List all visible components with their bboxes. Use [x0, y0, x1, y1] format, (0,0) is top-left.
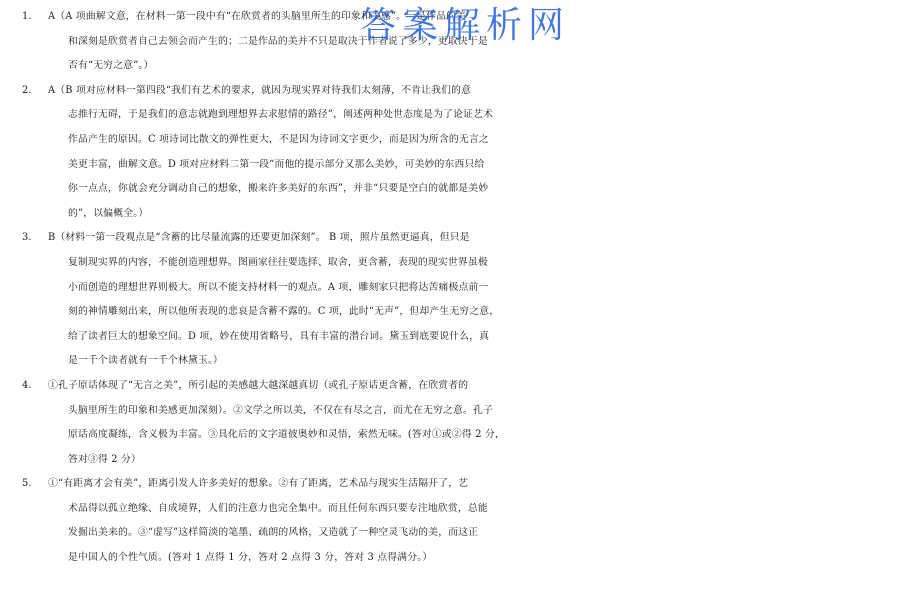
answer-line — [0, 472, 903, 497]
answer-line — [0, 497, 903, 522]
answer-item — [0, 374, 903, 472]
answer-line — [0, 399, 903, 424]
answer-number: 4. — [22, 379, 32, 391]
answer-text: 头脑里所生的印象和美感更加深刻）。②文学之所以美，不仅在有尽之言，而尤在无穷之意。孔子 — [68, 404, 493, 416]
answer-text: ①孔子原话体现了“无言之美”，所引起的美感越大越深越真切（或孔子原话更含蓄，在欣赏者的 — [48, 379, 469, 391]
answer-text: 是一千个读者就有一千个林黛玉。） — [68, 355, 224, 367]
answer-line — [0, 423, 903, 448]
answer-text: 术品得以孤立绝缘、自成境界，人们的注意力也完全集中。而且任何东西只要专注地欣赏，总能 — [68, 502, 488, 514]
answer-text: 是中国人的个性气质。(答对 1 点得 1 分，答对 2 点得 3 分，答对 3 点得满分。） — [68, 552, 433, 564]
answer-text: A（A 项曲解文意，在材料一第一段中有“在欣赏者的头脑里所生的印象和美感”。一是作品的美 — [48, 11, 467, 22]
answer-text: 作品产生的原因。C 项诗词比散文的弹性更大，不是因为诗词文字更少，而是因为所含的无言之 — [68, 133, 489, 145]
answer-line — [0, 300, 903, 325]
answer-line — [0, 79, 903, 104]
answer-line — [0, 276, 903, 301]
answer-item — [0, 79, 903, 227]
answer-line — [0, 5, 903, 30]
answer-line — [0, 521, 903, 546]
answer-text: 美更丰富，曲解文意。D 项对应材料二第一段“而他的提示部分又那么美妙，可美妙的东西只给 — [68, 158, 485, 170]
answer-text: 答对③得 2 分） — [68, 453, 142, 465]
answer-text: ①“有距离才会有美”，距离引发人许多美好的想象。②有了距离，艺术品与现实生活隔开了，艺 — [48, 478, 469, 490]
answer-line — [0, 30, 903, 55]
answer-text: 原话高度凝练，含义极为丰富。③具化后的文字道彼奥妙和灵悟，索然无味。(答对①或②得 2 分， — [68, 429, 505, 441]
answer-line — [0, 546, 903, 571]
answer-line — [0, 128, 903, 153]
answer-text: 发掘出美来的。③“虚写”这样简淡的笔墨、疏朗的风格，又造就了一种空灵飞动的美，而这正 — [68, 527, 479, 539]
answer-line — [0, 226, 903, 251]
answer-text: 志推行无碍，于是我们的意志就跑到理想界去求慰情的路径”，阐述两种处世态度是为了论证艺术 — [68, 109, 494, 121]
answer-list — [0, 5, 903, 571]
answer-number: 3. — [22, 232, 32, 244]
answer-line — [0, 325, 903, 350]
answer-text: 的”，以偏概全。） — [68, 207, 149, 219]
watermark: 答案解析网 — [360, 5, 571, 46]
answer-text: 给了读者巨大的想象空间。D 项，妙在使用省略号，具有丰富的潜台词。黛玉到底要说什么，真 — [68, 330, 490, 342]
answer-item — [0, 5, 903, 79]
answer-text: 否有“无穷之意”。） — [68, 60, 154, 72]
answer-text: 你一点点，你就会充分调动自己的想象，搬来许多美好的东西”，并非“只要是空白的就都是美妙 — [68, 183, 489, 195]
answer-text: 刻的神情雕刻出来，所以他所表现的悲哀是含蓄不露的。C 项，此时“无声”，但却产生无穷之意， — [68, 306, 500, 318]
answer-item — [0, 472, 903, 570]
answer-line — [0, 448, 903, 473]
answer-line — [0, 153, 903, 178]
answer-text: 和深刻是欣赏者自己去领会而产生的；二是作品的美并不只是取决于作者说了多少，更取决于是 — [68, 35, 488, 47]
answer-line — [0, 349, 903, 374]
answer-number: 1. — [22, 11, 32, 22]
answer-item — [0, 226, 903, 374]
answer-line — [0, 202, 903, 227]
answer-line — [0, 103, 903, 128]
answer-text: B（材料一第一段观点是“含蓄的比尽量流露的还要更加深刻”。 B 项，照片虽然更逼真，但只是 — [48, 232, 470, 244]
answer-text: 复制现实界的内容，不能创造理想界。图画家往往要选择、取舍，更含蓄，表现的现实世界虽极 — [68, 256, 488, 268]
answer-text: 小而创造的理想世界则极大。所以不能支持材料一的观点。A 项，雕刻家只把将达苦痛极点前一 — [68, 281, 489, 293]
answer-number: 5. — [22, 478, 32, 490]
answer-text: A（B 项对应材料一第四段“我们有艺术的要求，就因为现实界对待我们太刻薄，不肯让我们的意 — [48, 84, 472, 96]
answer-number: 2. — [22, 84, 32, 96]
answer-line — [0, 374, 903, 399]
answer-line — [0, 251, 903, 276]
answer-line — [0, 54, 903, 79]
answer-line — [0, 177, 903, 202]
